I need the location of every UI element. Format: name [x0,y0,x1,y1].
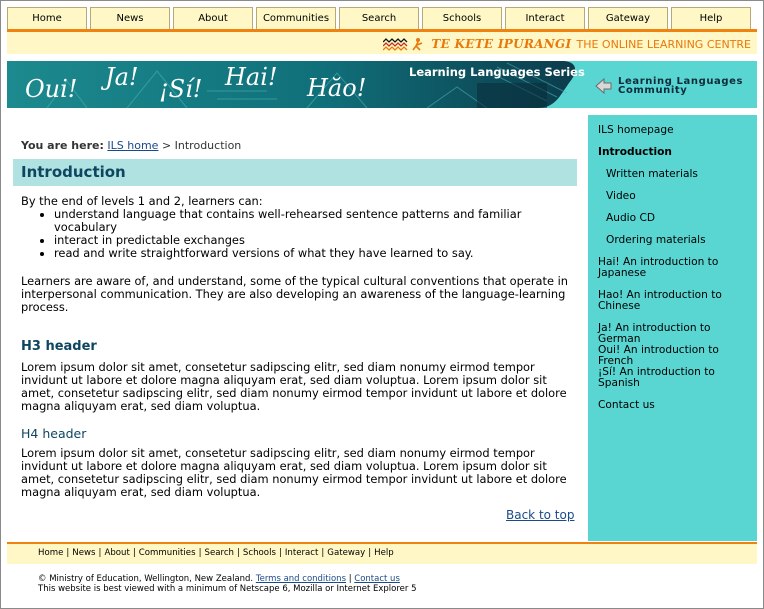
bottom-nav-home[interactable]: Home [38,548,64,558]
list-item: • understand language that contains well-rehearsed sentence patterns and familiar vocabulary [54,208,581,234]
top-nav-interact[interactable]: Interact [505,7,585,30]
back-to-top-link[interactable]: Back to top [506,508,575,522]
lorem-paragraph-1: Lorem ipsum dolor sit amet, consetetur sadipscing elitr, sed diam nonumy eirmod tempor invidunt ut labore et dolore magna aliquyam erat, sed diam voluptua. Lorem ipsum dolor sit amet, consetetur sadipscing elitr, sed diam nonumy eirmod tempor invidunt ut labore et dolore magna aliquyam erat, sed diam voluptua. [21,360,567,413]
article-body [21,195,581,499]
breadcrumb-home-link[interactable]: ILS home [107,139,159,152]
tki-emblem-icon [383,37,427,51]
arrow-left-icon[interactable] [595,77,613,95]
bottom-nav-schools[interactable]: Schools [242,548,276,558]
brand-tagline: THE ONLINE LEARNING CENTRE [576,37,751,51]
cultural-paragraph: Learners are aware of, and understand, some of the typical cultural conventions that operate in interpersonal communication. They are also developing an awareness of the language-learning process. [21,274,569,314]
bottom-nav: Home | News | About | Communities | Search | Schools | Interact | Gateway | Help [7,544,757,564]
top-nav [7,7,757,30]
breadcrumb-current: Introduction [174,139,242,152]
sidebar-item-japanese[interactable]: Hai! An introduction to Japanese [598,256,719,279]
top-nav-communities[interactable]: Communities [256,7,336,30]
top-nav-home[interactable]: Home [7,7,87,30]
banner-series-title: Learning Languages Series [409,65,585,79]
sidebar-item-spanish[interactable]: ¡Sí! An introduction to Spanish [598,366,715,389]
sidebar-item-contact-us[interactable]: Contact us [598,399,655,411]
sidebar-item-german[interactable]: Ja! An introduction to German [598,322,711,345]
sidebar-item-ils-homepage[interactable]: ILS homepage [598,124,674,136]
bottom-nav-search[interactable]: Search [204,548,235,558]
terms-link[interactable]: Terms and conditions [255,574,346,584]
top-nav-news[interactable]: News [90,7,170,30]
sidebar-item-introduction[interactable]: Introduction [598,146,672,158]
community-link[interactable] [618,77,743,95]
bottom-nav-gateway[interactable]: Gateway [327,548,366,558]
sidebar-item-video[interactable]: Video [606,190,636,202]
banner-word-oui: Oui! [25,75,78,103]
h3-header: H3 header [21,339,97,354]
banner-word-hao: Hăo! [307,74,367,102]
page-title-bar [13,159,577,186]
banner [7,61,757,108]
top-nav-help[interactable]: Help [671,7,751,30]
lorem-paragraph-2: Lorem ipsum dolor sit amet, consetetur sadipscing elitr, sed diam nonumy eirmod tempor invidunt ut labore et dolore magna aliquyam erat, sed diam voluptua. Lorem ipsum dolor sit amet, consetetur sadipscing elitr, sed diam nonumy eirmod tempor invidunt ut labore et dolore magna aliquyam erat, sed diam voluptua. [21,446,567,499]
breadcrumb [21,139,241,152]
footer [38,574,416,594]
community-line-2: Community [618,85,688,96]
top-nav-gateway[interactable]: Gateway [588,7,668,30]
footer-copyright: © Ministry of Education, Wellington, New Zealand. [38,574,254,584]
intro-paragraph: By the end of levels 1 and 2, learners can: [21,194,263,208]
sidebar-item-french[interactable]: Oui! An introduction to French [598,344,719,367]
list-item: • interact in predictable exchanges [54,234,581,247]
bottom-nav-help[interactable]: Help [374,548,394,558]
bottom-nav-interact[interactable]: Interact [284,548,319,558]
banner-word-hai: Hai! [225,63,278,91]
sidebar [588,115,757,541]
community-line-1: Learning Languages [618,76,744,87]
brand-name: TE KETE IPURANGI [431,37,572,51]
brand-bar [7,32,757,54]
footer-separator: | [348,574,352,584]
top-nav-about[interactable]: About [173,7,253,30]
sidebar-item-audio-cd[interactable]: Audio CD [606,212,656,224]
page-title: Introduction [21,163,126,181]
outcomes-list [21,208,581,260]
banner-word-ja: Ja! [105,63,139,91]
main-content [7,115,587,541]
footer-browser-note: This website is best viewed with a minimum of Netscape 6, Mozilla or Internet Explorer 5 [38,584,417,594]
tki-logo[interactable] [383,36,751,52]
breadcrumb-separator: > [161,139,172,152]
breadcrumb-prefix: You are here: [21,139,104,152]
top-nav-schools[interactable]: Schools [422,7,502,30]
top-nav-search[interactable]: Search [339,7,419,30]
h4-header: H4 header [21,426,87,441]
bottom-nav-about[interactable]: About [104,548,130,558]
bottom-nav-news[interactable]: News [72,548,96,558]
sidebar-item-chinese[interactable]: Hao! An introduction to Chinese [598,289,722,312]
bottom-nav-communities[interactable]: Communities [138,548,196,558]
contact-link[interactable]: Contact us [354,574,400,584]
list-item: • read and write straightforward versions of what they have learned to say. [54,247,581,260]
banner-word-si: ¡Sí! [159,75,203,103]
sidebar-item-ordering-materials[interactable]: Ordering materials [606,234,706,246]
sidebar-item-written-materials[interactable]: Written materials [606,168,698,180]
